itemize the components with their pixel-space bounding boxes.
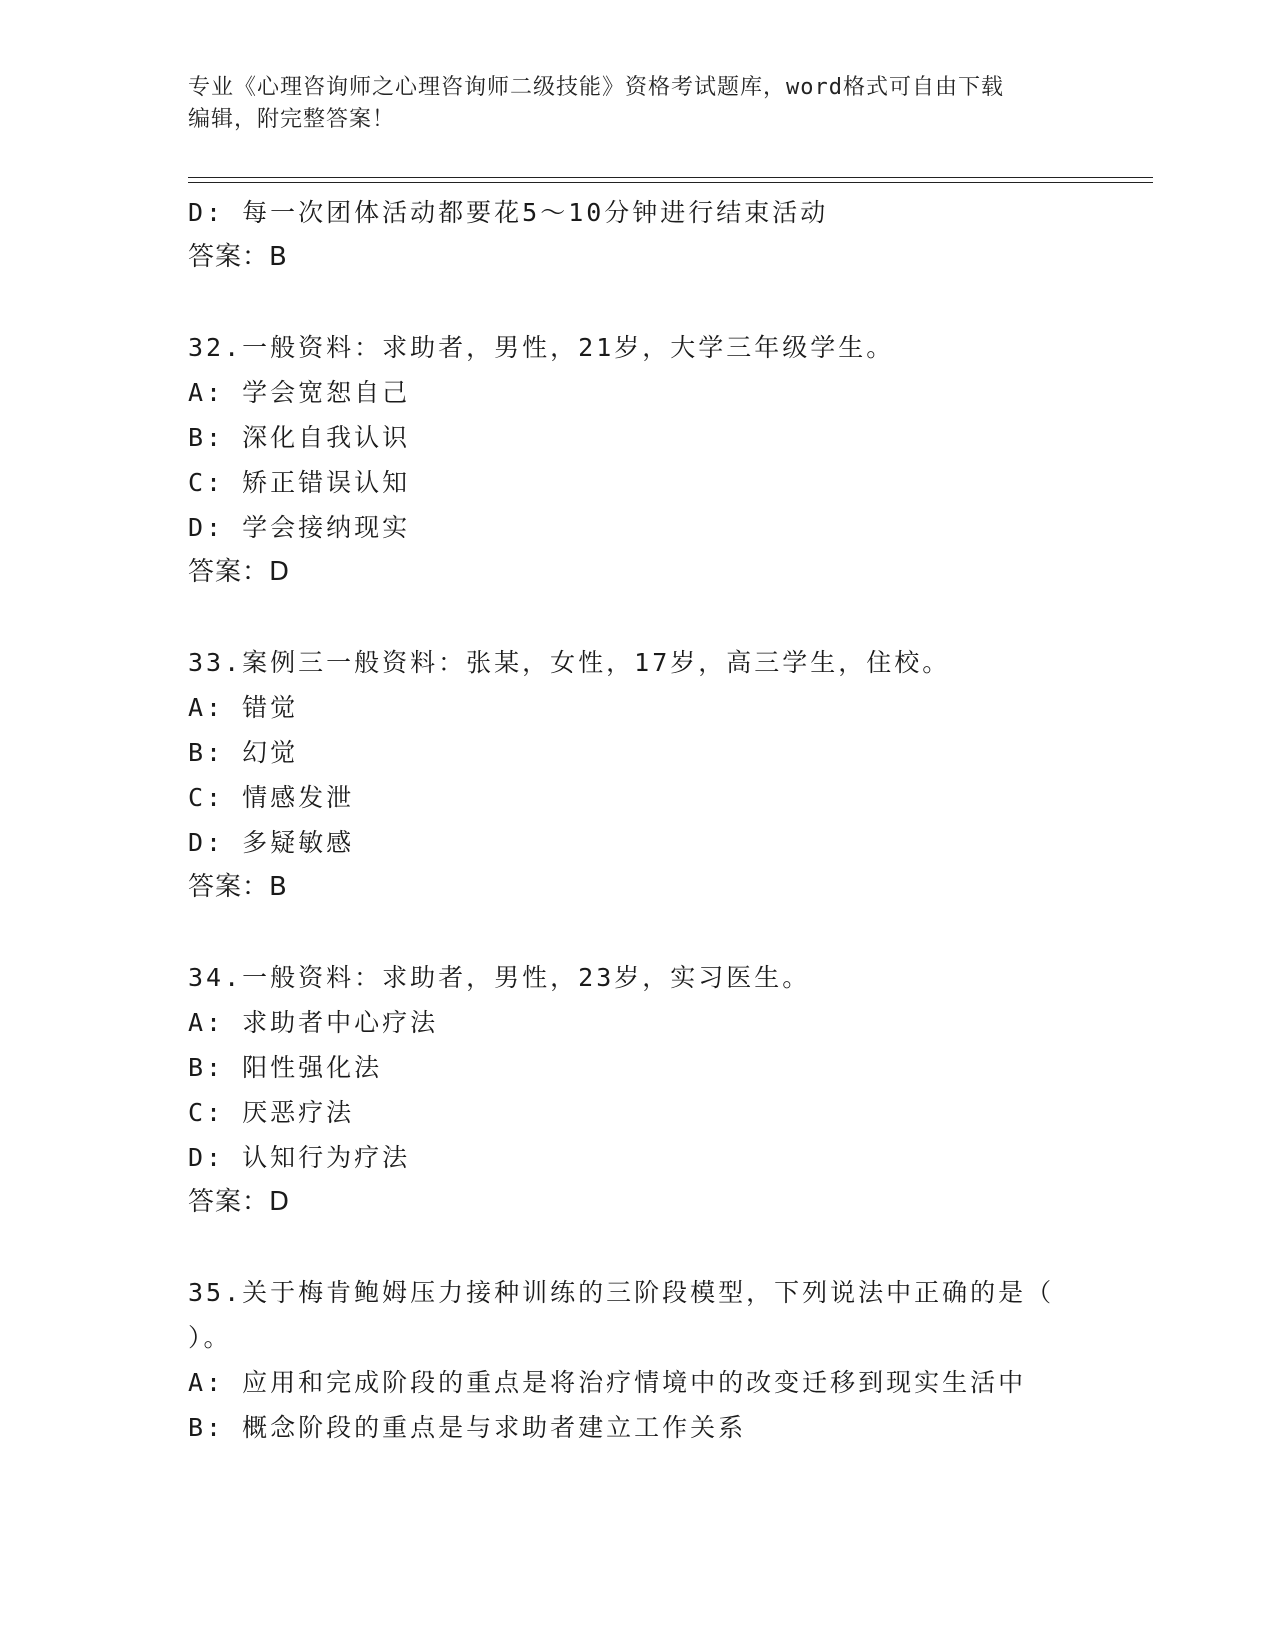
question-33 — [188, 640, 1088, 910]
option-c: C: 情感发泄 — [188, 783, 355, 812]
question-stem-line-1: 35.关于梅肯鲍姆压力接种训练的三阶段模型，下列说法中正确的是（ — [188, 1278, 1055, 1307]
answer: 答案：B — [188, 872, 288, 902]
spacer — [188, 595, 1088, 640]
header-line-1: 专业《心理咨询师之心理咨询师二级技能》资格考试题库，word格式可自由下载 — [188, 75, 1004, 100]
option-b: B: 概念阶段的重点是与求助者建立工作关系 — [188, 1413, 747, 1442]
spacer — [188, 910, 1088, 955]
prev-question-option-d: D: 每一次团体活动都要花5～10分钟进行结束活动 — [188, 198, 829, 227]
header-rule-bottom — [188, 182, 1153, 183]
question-content — [188, 190, 1088, 1450]
question-stem: 34.一般资料：求助者，男性，23岁，实习医生。 — [188, 963, 811, 992]
question-32 — [188, 325, 1088, 595]
option-b: B: 幻觉 — [188, 738, 299, 767]
header-rule-top — [188, 177, 1153, 178]
option-a: A: 学会宽恕自己 — [188, 378, 411, 407]
option-d: D: 学会接纳现实 — [188, 513, 411, 542]
option-d: D: 多疑敏感 — [188, 828, 355, 857]
option-a: A: 错觉 — [188, 693, 299, 722]
question-stem: 33.案例三一般资料：张某，女性，17岁，高三学生，住校。 — [188, 648, 951, 677]
option-d: D: 认知行为疗法 — [188, 1143, 411, 1172]
option-a: A: 应用和完成阶段的重点是将治疗情境中的改变迁移到现实生活中 — [188, 1368, 1027, 1397]
option-b: B: 阳性强化法 — [188, 1053, 383, 1082]
option-c: C: 矫正错误认知 — [188, 468, 411, 497]
spacer — [188, 280, 1088, 325]
document-header — [188, 72, 1088, 136]
header-line-2: 编辑，附完整答案！ — [188, 107, 396, 132]
question-stem: 32.一般资料：求助者，男性，21岁，大学三年级学生。 — [188, 333, 895, 362]
question-34 — [188, 955, 1088, 1225]
answer: 答案：D — [188, 1187, 291, 1217]
spacer — [188, 1225, 1088, 1270]
option-a: A: 求助者中心疗法 — [188, 1008, 439, 1037]
answer: 答案：D — [188, 557, 291, 587]
question-35 — [188, 1270, 1088, 1450]
prev-question-answer: 答案：B — [188, 242, 288, 272]
option-c: C: 厌恶疗法 — [188, 1098, 355, 1127]
option-b: B: 深化自我认识 — [188, 423, 411, 452]
question-stem-line-2: ）。 — [188, 1323, 232, 1352]
